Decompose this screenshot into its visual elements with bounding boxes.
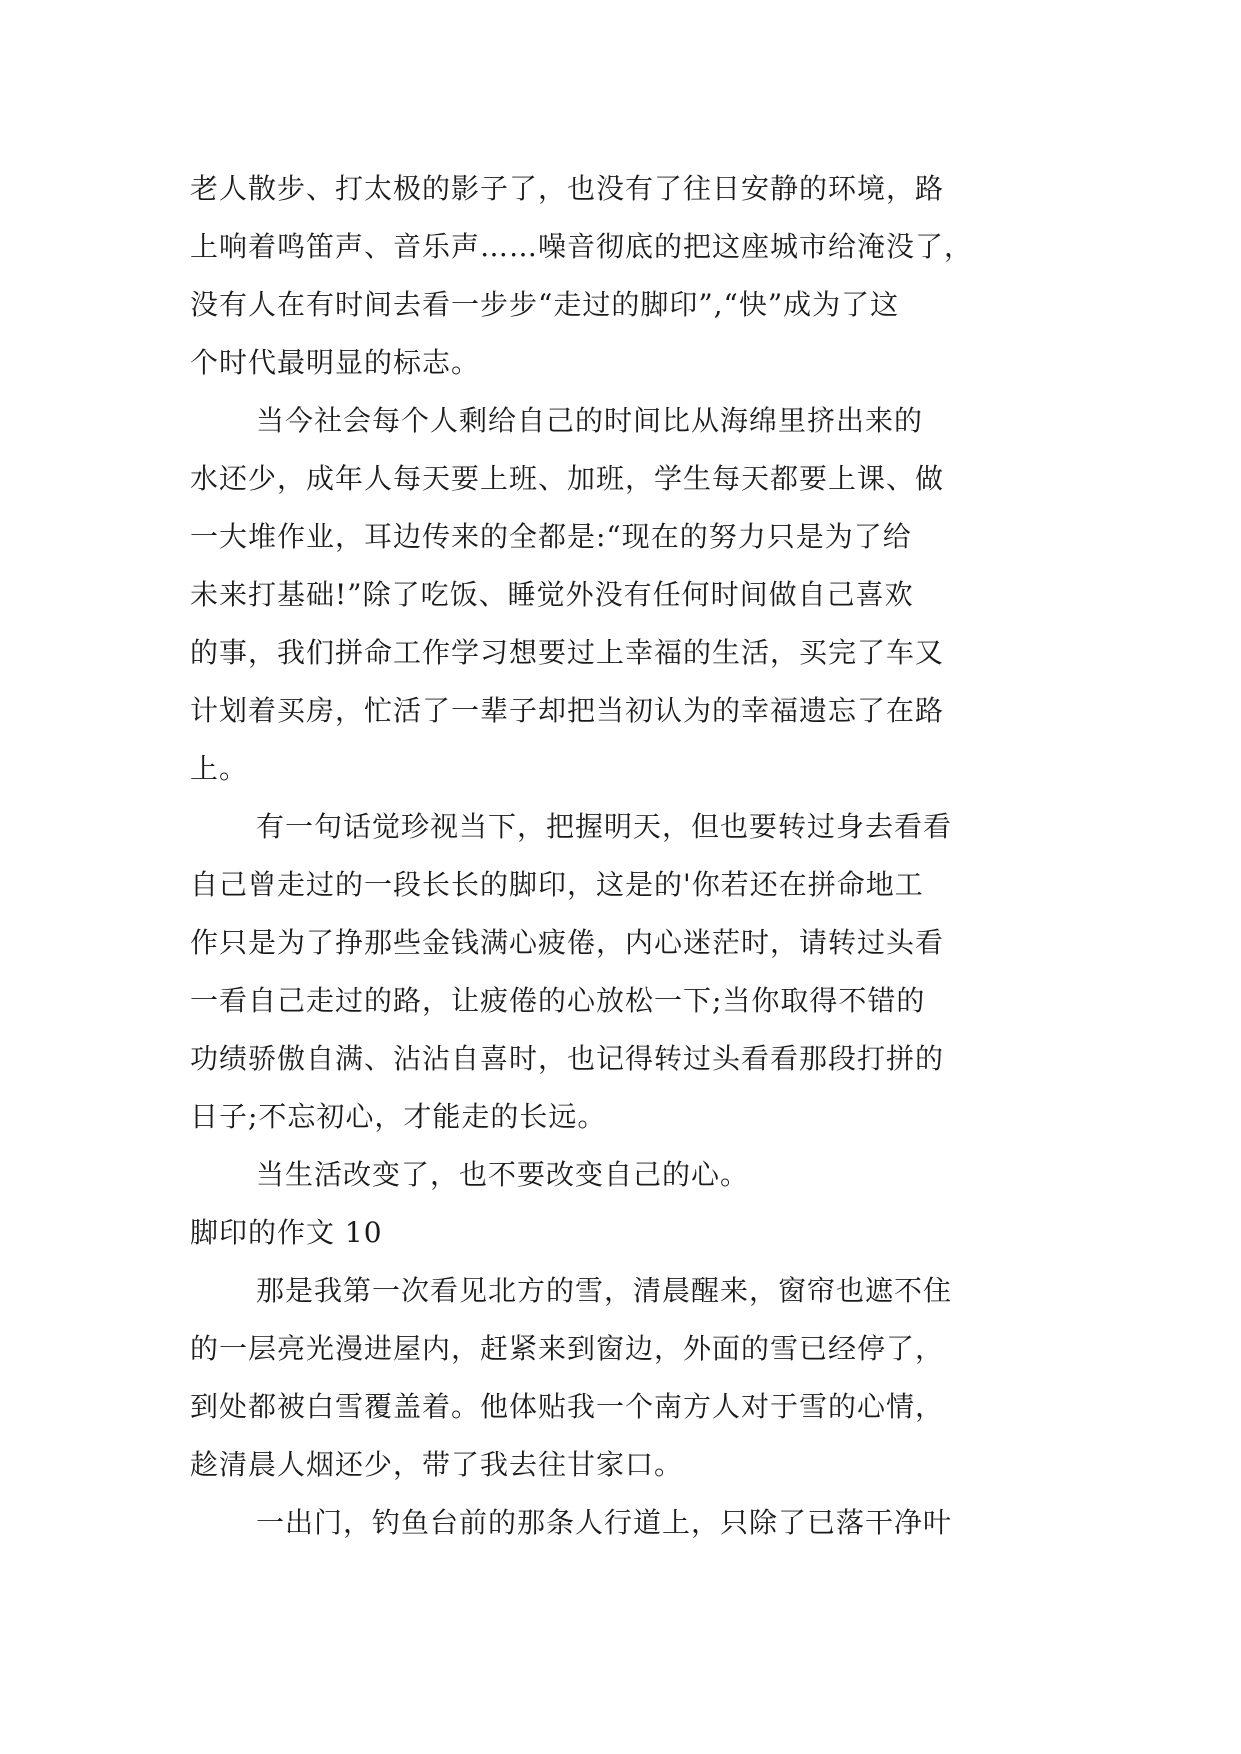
text-line: 的一层亮光漫进屋内，赶紧来到窗边，外面的雪已经停了， [190,1332,945,1365]
text-line: 计划着买房，忙活了一辈子却把当初认为的幸福遗忘了在路 [190,694,945,727]
text-line: 水还少，成年人每天要上班、加班，学生每天都要上课、做 [190,462,945,495]
text-line: 一看自己走过的路，让疲倦的心放松一下;当你取得不错的 [190,984,926,1017]
text-line: 功绩骄傲自满、沾沾自喜时，也记得转过头看看那段打拼的 [190,1042,945,1075]
paragraph-first-line: 当生活改变了，也不要改变自己的心。 [256,1158,750,1191]
text-line: 一大堆作业，耳边传来的全都是:“现在的努力只是为了给 [190,520,912,553]
paragraph-first-line: 一出门，钓鱼台前的那条人行道上，只除了已落干净叶 [256,1506,953,1539]
text-line: 未来打基础!”除了吃饭、睡觉外没有任何时间做自己喜欢 [190,578,914,611]
text-line: 个时代最明显的标志。 [190,346,481,379]
text-line: 趁清晨人烟还少，带了我去往甘家口。 [190,1448,684,1481]
text-line: 上。 [190,752,249,785]
text-line: 老人散步、打太极的影子了，也没有了往日安静的环境，路 [190,172,945,205]
document-body [190,160,1090,1552]
text-line: 没有人在有时间去看一步步“走过的脚印”,“快”成为了这 [190,288,900,321]
text-line: 日子;不忘初心，才能走的长远。 [190,1100,607,1133]
paragraph-first-line: 有一句话觉珍视当下，把握明天，但也要转过身去看看 [256,810,953,843]
paragraph-first-line: 那是我第一次看见北方的雪，清晨醒来，窗帘也遮不住 [256,1274,953,1307]
text-line: 的事，我们拼命工作学习想要过上幸福的生活，买完了车又 [190,636,945,669]
text-line: 作只是为了挣那些金钱满心疲倦，内心迷茫时，请转过头看 [190,926,945,959]
paragraph-first-line: 当今社会每个人剩给自己的时间比从海绵里挤出来的 [256,404,924,437]
text-line: 到处都被白雪覆盖着。他体贴我一个南方人对于雪的心情， [190,1390,945,1423]
text-line: 上响着鸣笛声、音乐声……噪音彻底的把这座城市给淹没了， [190,230,974,263]
text-line: 自己曾走过的一段长长的脚印，这是的'你若还在拼命地工 [190,868,924,901]
section-heading: 脚印的作文 10 [190,1216,383,1249]
